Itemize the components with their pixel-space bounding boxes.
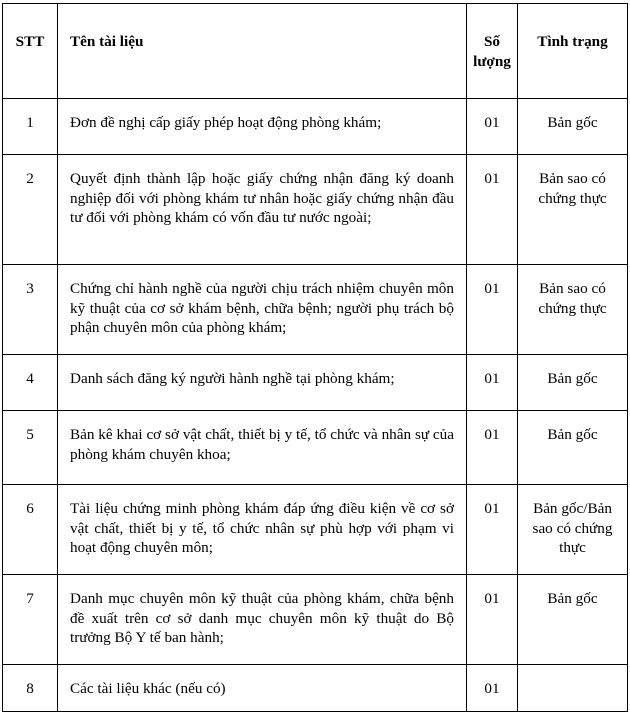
table-row <box>3 411 628 485</box>
row-status: Bản gốc/Bản sao có chứng thực <box>518 485 628 575</box>
documents-table <box>2 3 628 712</box>
row-status: Bản gốc <box>518 575 628 665</box>
row-quantity: 01 <box>467 485 518 575</box>
row-quantity: 01 <box>467 665 518 712</box>
row-quantity: 01 <box>467 355 518 411</box>
row-status: Bản gốc <box>518 411 628 485</box>
table-row <box>3 485 628 575</box>
header-quantity-line1: Số <box>483 33 501 50</box>
row-quantity: 01 <box>467 265 518 355</box>
table-row <box>3 155 628 265</box>
row-stt: 3 <box>3 265 58 355</box>
row-stt: 6 <box>3 485 58 575</box>
row-status: Bản sao có chứng thực <box>518 155 628 265</box>
row-quantity: 01 <box>467 99 518 155</box>
row-name: Danh mục chuyên môn kỹ thuật của phòng khám, chữa bệnh đề xuất trên cơ sở danh mục chuyên môn kỹ thuật do Bộ trưởng Bộ Y tế ban hành; <box>58 575 467 665</box>
header-stt: STT <box>3 4 58 99</box>
row-stt: 7 <box>3 575 58 665</box>
row-name: Bản kê khai cơ sở vật chất, thiết bị y tế, tổ chức và nhân sự của phòng khám chuyên khoa; <box>58 411 467 485</box>
header-status: Tình trạng <box>518 4 628 99</box>
table-row <box>3 665 628 712</box>
row-status: Bản sao có chứng thực <box>518 265 628 355</box>
row-stt: 8 <box>3 665 58 712</box>
row-status <box>518 665 628 712</box>
row-name: Đơn đề nghị cấp giấy phép hoạt động phòng khám; <box>58 99 467 155</box>
row-quantity: 01 <box>467 411 518 485</box>
row-name: Tài liệu chứng minh phòng khám đáp ứng điều kiện về cơ sở vật chất, thiết bị y tế, tổ chức nhân sự phù hợp với phạm vi hoạt động chuyên môn; <box>58 485 467 575</box>
row-name: Quyết định thành lập hoặc giấy chứng nhận đăng ký doanh nghiệp đối với phòng khám tư nhân hoặc giấy chứng nhận đầu tư đối với phòng khám có vốn đầu tư nước ngoài; <box>58 155 467 265</box>
header-quantity-line2: lượng <box>473 52 511 70</box>
table-row <box>3 575 628 665</box>
row-stt: 4 <box>3 355 58 411</box>
row-quantity: 01 <box>467 575 518 665</box>
row-stt: 1 <box>3 99 58 155</box>
row-status: Bản gốc <box>518 99 628 155</box>
row-name: Chứng chỉ hành nghề của người chịu trách nhiệm chuyên môn kỹ thuật của cơ sở khám bệnh, chữa bệnh; người phụ trách bộ phận chuyên môn của phòng khám; <box>58 265 467 355</box>
table-row <box>3 355 628 411</box>
row-stt: 2 <box>3 155 58 265</box>
row-name: Các tài liệu khác (nếu có) <box>58 665 467 712</box>
row-stt: 5 <box>3 411 58 485</box>
header-quantity <box>467 4 518 99</box>
row-status: Bản gốc <box>518 355 628 411</box>
header-name: Tên tài liệu <box>58 4 467 99</box>
table-row <box>3 99 628 155</box>
table-row <box>3 265 628 355</box>
row-quantity: 01 <box>467 155 518 265</box>
table-header-row <box>3 4 628 99</box>
row-name: Danh sách đăng ký người hành nghề tại phòng khám; <box>58 355 467 411</box>
